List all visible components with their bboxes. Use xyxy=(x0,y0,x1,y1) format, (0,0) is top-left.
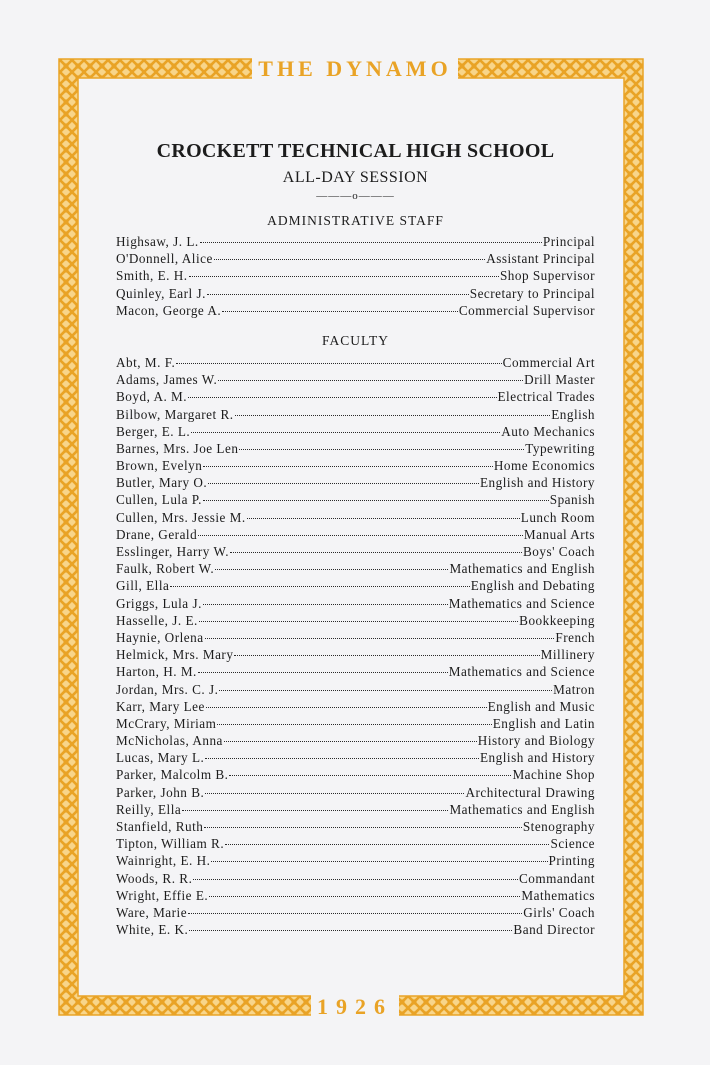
faculty-name: Haynie, Orlena xyxy=(116,629,204,645)
faculty-row xyxy=(116,577,595,594)
admin-list xyxy=(116,233,595,319)
faculty-name: Lucas, Mary L. xyxy=(116,750,205,766)
faculty-name: Wainright, E. H. xyxy=(116,853,211,869)
school-name: CROCKETT TECHNICAL HIGH SCHOOL xyxy=(156,140,555,162)
faculty-role: Spanish xyxy=(549,492,595,508)
faculty-row xyxy=(116,406,595,423)
footer-year-text: 1926 xyxy=(311,994,399,1020)
faculty-role: Boys' Coach xyxy=(523,544,595,559)
admin-staff-row xyxy=(116,233,595,250)
faculty-row xyxy=(116,663,595,680)
faculty-name: Woods, R. R. xyxy=(116,870,193,886)
dot-leader xyxy=(199,621,518,622)
dot-leader xyxy=(230,552,522,553)
faculty-role: Commercial Art xyxy=(502,354,595,370)
faculty-role: Architectural Drawing xyxy=(465,784,595,800)
faculty-row xyxy=(116,595,595,612)
faculty-name: Boyd, A. M. xyxy=(116,389,188,405)
dot-leader xyxy=(222,311,458,312)
faculty-row xyxy=(116,440,595,457)
faculty-name: Esslinger, Harry W. xyxy=(116,544,229,559)
dot-leader xyxy=(209,896,520,897)
admin-staff-name: Smith, E. H. xyxy=(116,268,188,284)
faculty-row xyxy=(116,612,595,629)
faculty-name: Brown, Evelyn xyxy=(116,458,203,474)
dot-leader xyxy=(215,569,448,570)
session-subtitle: ALL-DAY SESSION xyxy=(282,169,429,186)
faculty-role: Printing xyxy=(548,853,595,869)
dot-leader xyxy=(176,363,501,364)
faculty-row xyxy=(116,491,595,508)
faculty-role: English and History xyxy=(480,750,595,766)
faculty-name: Helmick, Mrs. Mary xyxy=(116,647,234,663)
faculty-row xyxy=(116,526,595,543)
main-content xyxy=(116,140,595,938)
faculty-row xyxy=(116,835,595,852)
faculty-role: Mathematics and English xyxy=(449,801,595,817)
faculty-row xyxy=(116,887,595,904)
faculty-role: Stenography xyxy=(522,819,595,834)
faculty-role: Manual Arts xyxy=(523,526,595,542)
faculty-row xyxy=(116,801,595,818)
faculty-row xyxy=(116,921,595,938)
dot-leader xyxy=(235,415,551,416)
faculty-name: Wright, Effie E. xyxy=(116,887,209,903)
faculty-row xyxy=(116,474,595,491)
faculty-role: Auto Mechanics xyxy=(501,423,595,439)
faculty-name: Parker, John B. xyxy=(116,784,205,800)
faculty-name: Cullen, Lula P. xyxy=(116,492,202,508)
faculty-row xyxy=(116,388,595,405)
dot-leader xyxy=(247,518,520,519)
dot-leader xyxy=(191,432,500,433)
faculty-row xyxy=(116,509,595,526)
admin-staff-row xyxy=(116,302,595,319)
faculty-name: Stanfield, Ruth xyxy=(116,819,204,834)
dot-leader xyxy=(188,913,522,914)
dot-leader xyxy=(229,775,511,776)
faculty-list xyxy=(116,354,595,938)
dot-leader xyxy=(208,483,479,484)
faculty-row xyxy=(116,784,595,801)
faculty-name: Hasselle, J. E. xyxy=(116,612,198,628)
faculty-row xyxy=(116,904,595,921)
faculty-name: Griggs, Lula J. xyxy=(116,595,202,611)
faculty-role: Mathematics and English xyxy=(449,561,595,577)
faculty-row xyxy=(116,423,595,440)
faculty-row xyxy=(116,371,595,388)
faculty-name: Drane, Gerald xyxy=(116,526,198,542)
dot-leader xyxy=(234,655,539,656)
faculty-role: Matron xyxy=(553,681,595,697)
faculty-row xyxy=(116,543,595,560)
faculty-name: White, E. K. xyxy=(116,922,189,938)
dot-leader xyxy=(207,294,469,295)
dot-leader xyxy=(217,724,491,725)
dot-leader xyxy=(224,741,477,742)
separator: ———o——— xyxy=(316,190,395,202)
faculty-name: Cullen, Mrs. Jessie M. xyxy=(116,509,246,525)
faculty-heading: FACULTY xyxy=(321,332,389,348)
header-title-text: THE DYNAMO xyxy=(252,56,457,82)
faculty-row xyxy=(116,698,595,715)
dot-leader xyxy=(189,930,512,931)
dot-leader xyxy=(214,259,485,260)
dot-leader xyxy=(225,844,549,845)
admin-staff-name: Macon, George A. xyxy=(116,302,222,318)
dot-leader xyxy=(193,879,518,880)
faculty-row xyxy=(116,354,595,371)
faculty-name: Tipton, William R. xyxy=(116,836,225,852)
faculty-role: Machine Shop xyxy=(512,767,595,783)
faculty-role: English and Debating xyxy=(470,578,595,594)
faculty-row xyxy=(116,646,595,663)
faculty-row xyxy=(116,457,595,474)
faculty-name: Karr, Mary Lee xyxy=(116,698,205,714)
faculty-row xyxy=(116,818,595,835)
header-title xyxy=(0,56,710,82)
faculty-name: Parker, Malcolm B. xyxy=(116,767,229,783)
footer-year xyxy=(0,994,710,1020)
admin-staff-row xyxy=(116,285,595,302)
faculty-name: Barnes, Mrs. Joe Len xyxy=(116,440,239,456)
faculty-role: Lunch Room xyxy=(520,509,595,525)
faculty-role: Mathematics xyxy=(521,887,595,903)
dot-leader xyxy=(198,672,448,673)
faculty-name: Jordan, Mrs. C. J. xyxy=(116,681,219,697)
dot-leader xyxy=(189,276,499,277)
faculty-name: Reilly, Ella xyxy=(116,801,182,817)
dot-leader xyxy=(203,604,448,605)
faculty-row xyxy=(116,732,595,749)
faculty-role: Typewriting xyxy=(525,440,595,456)
admin-staff-row xyxy=(116,250,595,267)
admin-heading: ADMINISTRATIVE STAFF xyxy=(267,213,444,228)
faculty-name: McNicholas, Anna xyxy=(116,733,223,749)
faculty-role: Millinery xyxy=(540,647,595,663)
faculty-role: Girls' Coach xyxy=(523,904,595,920)
faculty-name: Harton, H. M. xyxy=(116,664,197,680)
faculty-row xyxy=(116,681,595,698)
dot-leader xyxy=(203,500,549,501)
faculty-role: English and History xyxy=(480,475,595,491)
dot-leader xyxy=(239,449,524,450)
dot-leader xyxy=(211,861,547,862)
faculty-row xyxy=(116,852,595,869)
dot-leader xyxy=(205,638,555,639)
dot-leader xyxy=(218,380,523,381)
dot-leader xyxy=(219,690,552,691)
admin-staff-name: Highsaw, J. L. xyxy=(116,234,199,249)
dot-leader xyxy=(205,758,479,759)
admin-staff-role: Secretary to Principal xyxy=(469,285,595,301)
faculty-role: English and Music xyxy=(487,698,595,714)
faculty-row xyxy=(116,749,595,766)
dot-leader xyxy=(206,707,487,708)
faculty-row xyxy=(116,766,595,783)
dot-leader xyxy=(188,397,496,398)
faculty-role: French xyxy=(555,629,595,645)
admin-staff-row xyxy=(116,267,595,284)
faculty-name: Gill, Ella xyxy=(116,578,170,594)
faculty-row xyxy=(116,870,595,887)
faculty-row xyxy=(116,715,595,732)
admin-staff-role: Commercial Supervisor xyxy=(458,302,595,318)
faculty-name: Adams, James W. xyxy=(116,372,218,388)
faculty-row xyxy=(116,560,595,577)
dot-leader xyxy=(204,827,521,828)
faculty-name: Berger, E. L. xyxy=(116,423,191,439)
faculty-role: Drill Master xyxy=(524,372,595,388)
dot-leader xyxy=(203,466,493,467)
faculty-role: Science xyxy=(550,836,595,852)
faculty-role: Bookkeeping xyxy=(519,612,595,628)
dot-leader xyxy=(198,535,523,536)
faculty-role: English xyxy=(551,406,595,422)
faculty-row xyxy=(116,629,595,646)
faculty-role: Band Director xyxy=(513,922,595,938)
faculty-name: Faulk, Robert W. xyxy=(116,561,215,577)
dot-leader xyxy=(200,242,542,243)
admin-staff-name: Quinley, Earl J. xyxy=(116,285,206,301)
faculty-role: Mathematics and Science xyxy=(448,595,595,611)
faculty-role: Commandant xyxy=(518,870,595,886)
faculty-name: McCrary, Miriam xyxy=(116,715,217,731)
faculty-name: Butler, Mary O. xyxy=(116,475,208,491)
dot-leader xyxy=(182,810,448,811)
admin-staff-name: O'Donnell, Alice xyxy=(116,251,213,267)
admin-staff-role: Assistant Principal xyxy=(486,251,595,267)
faculty-role: Home Economics xyxy=(493,458,595,474)
admin-staff-role: Shop Supervisor xyxy=(499,268,595,284)
faculty-role: History and Biology xyxy=(477,733,595,749)
dot-leader xyxy=(205,793,464,794)
admin-staff-role: Principal xyxy=(542,234,595,249)
faculty-role: Electrical Trades xyxy=(497,389,595,405)
faculty-name: Ware, Marie xyxy=(116,904,188,920)
faculty-name: Abt, M. F. xyxy=(116,354,176,370)
faculty-name: Bilbow, Margaret R. xyxy=(116,406,234,422)
faculty-role: Mathematics and Science xyxy=(448,664,595,680)
faculty-role: English and Latin xyxy=(492,715,595,731)
dot-leader xyxy=(170,586,469,587)
